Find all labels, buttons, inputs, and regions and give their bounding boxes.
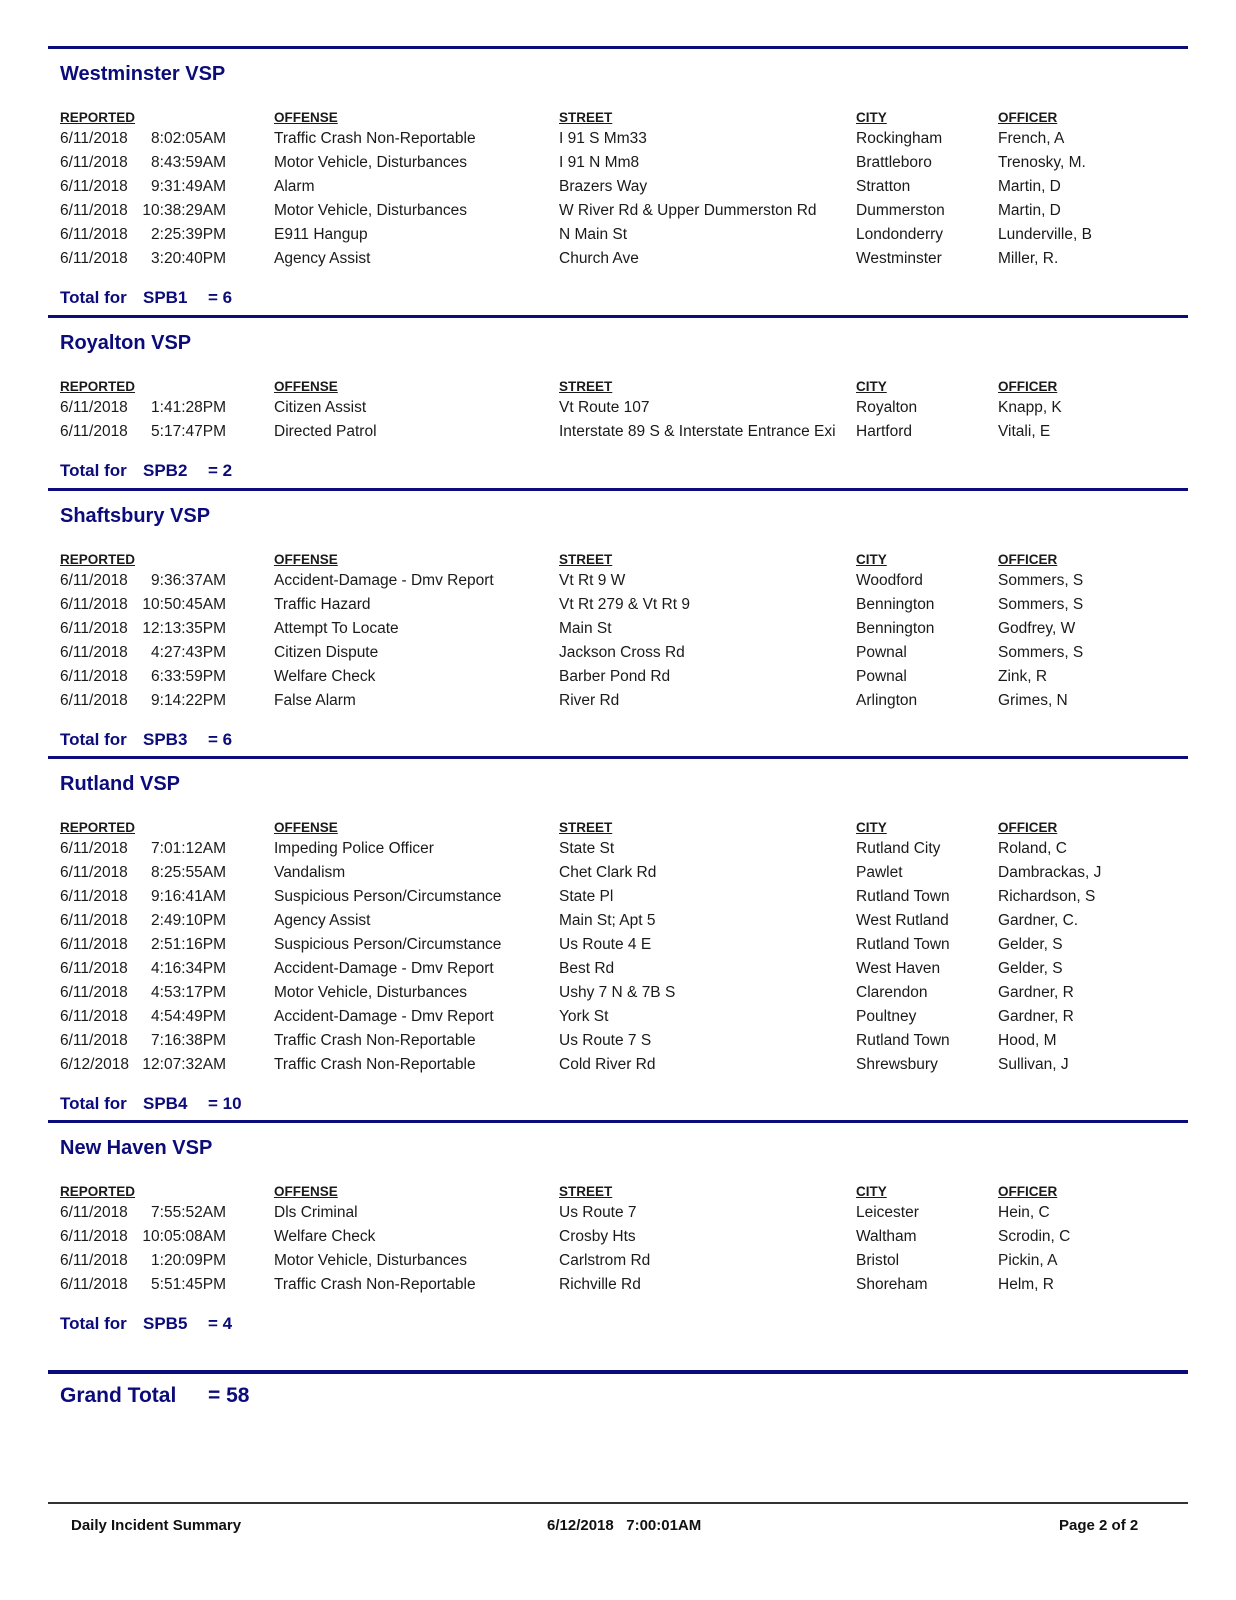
row-reported [60, 960, 226, 978]
total-count: = 4 [208, 1314, 233, 1333]
total-group-code: SPB3 [143, 730, 188, 749]
row-officer: Gardner, R [998, 984, 1074, 1001]
reported-date: 6/11/2018 [60, 960, 128, 977]
row-reported [60, 1008, 226, 1026]
footer-timestamp: 6/12/2018 7:00:01AM [547, 1517, 702, 1534]
row-street: N Main St [559, 226, 628, 243]
reported-time: 8:43:59AM [151, 154, 226, 171]
reported-time: 10:38:29AM [142, 202, 226, 219]
row-officer: Vitali, E [998, 423, 1051, 440]
reported-time: 7:01:12AM [151, 840, 226, 857]
row-city: Stratton [856, 178, 911, 195]
reported-time: 5:17:47PM [151, 423, 226, 440]
section-title: New Haven VSP [60, 1137, 213, 1159]
total-label: Total for [60, 1314, 127, 1333]
row-city: Arlington [856, 692, 918, 709]
reported-time: 4:16:34PM [151, 960, 226, 977]
column-header-street: STREET [559, 110, 613, 125]
total-group-code: SPB2 [143, 461, 188, 480]
column-header-city: CITY [856, 110, 887, 125]
reported-date: 6/11/2018 [60, 596, 128, 613]
column-header-officer: OFFICER [998, 110, 1058, 125]
row-reported [60, 596, 226, 614]
row-reported [60, 1056, 226, 1074]
column-header-city: CITY [856, 1184, 887, 1199]
reported-date: 6/11/2018 [60, 572, 128, 589]
reported-time: 12:07:32AM [142, 1056, 226, 1073]
reported-date: 6/11/2018 [60, 130, 128, 147]
reported-time: 9:31:49AM [151, 178, 226, 195]
section-title: Westminster VSP [60, 63, 226, 85]
row-offense: Impeding Police Officer [274, 840, 434, 857]
reported-date: 6/11/2018 [60, 1228, 128, 1245]
row-city: Bennington [856, 596, 935, 613]
row-offense: Attempt To Locate [274, 620, 399, 637]
row-street: Church Ave [559, 250, 639, 267]
total-count: = 6 [208, 288, 233, 307]
row-reported [60, 840, 226, 858]
row-reported [60, 936, 226, 954]
row-officer: French, A [998, 130, 1065, 147]
row-city: Rutland Town [856, 888, 950, 905]
row-street: Barber Pond Rd [559, 668, 671, 685]
section-rule [48, 315, 1188, 318]
reported-date: 6/11/2018 [60, 154, 128, 171]
reported-time: 12:13:35PM [142, 620, 226, 637]
row-reported [60, 1252, 226, 1270]
section-rule [48, 756, 1188, 759]
row-city: Dummerston [856, 202, 945, 219]
column-header-reported: REPORTED [60, 552, 136, 567]
section-total [60, 730, 233, 750]
column-header-offense: OFFENSE [274, 110, 338, 125]
reported-date: 6/11/2018 [60, 888, 128, 905]
reported-time: 4:27:43PM [151, 644, 226, 661]
row-street: Jackson Cross Rd [559, 644, 685, 661]
row-offense: Suspicious Person/Circumstance [274, 936, 502, 953]
row-offense: Suspicious Person/Circumstance [274, 888, 502, 905]
column-header-street: STREET [559, 552, 613, 567]
row-street: Main St; Apt 5 [559, 912, 656, 929]
row-officer: Dambrackas, J [998, 864, 1102, 881]
reported-time: 3:20:40PM [151, 250, 226, 267]
row-city: Shrewsbury [856, 1056, 938, 1073]
row-reported [60, 178, 226, 196]
row-offense: Motor Vehicle, Disturbances [274, 202, 467, 219]
reported-date: 6/11/2018 [60, 668, 128, 685]
row-street: Crosby Hts [559, 1228, 636, 1245]
total-count: = 2 [208, 461, 233, 480]
row-city: Rutland Town [856, 936, 950, 953]
reported-time: 2:51:16PM [151, 936, 226, 953]
row-officer: Pickin, A [998, 1252, 1058, 1269]
row-offense: Alarm [274, 178, 315, 195]
row-offense: Motor Vehicle, Disturbances [274, 154, 467, 171]
row-city: Brattleboro [856, 154, 932, 171]
reported-date: 6/11/2018 [60, 840, 128, 857]
row-city: Royalton [856, 399, 918, 416]
row-officer: Martin, D [998, 202, 1061, 219]
row-reported [60, 912, 226, 930]
section-title: Royalton VSP [60, 332, 192, 354]
reported-date: 6/11/2018 [60, 620, 128, 637]
reported-time: 8:25:55AM [151, 864, 226, 881]
footer-page-number: Page 2 of 2 [1059, 1517, 1139, 1534]
row-offense: Accident-Damage - Dmv Report [274, 1008, 494, 1025]
column-header-street: STREET [559, 1184, 613, 1199]
row-street: Vt Route 107 [559, 399, 650, 416]
row-offense: Traffic Crash Non-Reportable [274, 130, 476, 147]
row-officer: Scrodin, C [998, 1228, 1071, 1245]
row-reported [60, 423, 226, 441]
reported-date: 6/11/2018 [60, 644, 128, 661]
reported-time: 9:14:22PM [151, 692, 226, 709]
section-title: Rutland VSP [60, 773, 181, 795]
row-city: Rockingham [856, 130, 943, 147]
grand-total [60, 1384, 250, 1408]
row-reported [60, 668, 226, 686]
row-offense: Traffic Hazard [274, 596, 371, 613]
row-city: Poultney [856, 1008, 917, 1025]
row-reported [60, 1032, 226, 1050]
row-offense: Traffic Crash Non-Reportable [274, 1276, 476, 1293]
column-header-street: STREET [559, 379, 613, 394]
reported-date: 6/11/2018 [60, 1032, 128, 1049]
row-city: Londonderry [856, 226, 944, 243]
row-street: Vt Rt 9 W [559, 572, 626, 589]
row-city: Waltham [856, 1228, 917, 1245]
column-header-reported: REPORTED [60, 1184, 136, 1199]
row-officer: Knapp, K [998, 399, 1062, 416]
section-total [60, 1314, 233, 1334]
total-group-code: SPB1 [143, 288, 188, 307]
row-city: West Haven [856, 960, 941, 977]
row-city: Woodford [856, 572, 923, 589]
row-city: Shoreham [856, 1276, 928, 1293]
row-city: Rutland City [856, 840, 941, 857]
row-officer: Helm, R [998, 1276, 1054, 1293]
row-street: Cold River Rd [559, 1056, 656, 1073]
section-total [60, 288, 233, 308]
row-street: Carlstrom Rd [559, 1252, 651, 1269]
row-reported [60, 692, 226, 710]
reported-date: 6/11/2018 [60, 936, 128, 953]
row-city: Pownal [856, 644, 907, 661]
row-street: W River Rd & Upper Dummerston Rd [559, 202, 817, 219]
row-reported [60, 399, 226, 417]
row-officer: Zink, R [998, 668, 1048, 685]
row-reported [60, 864, 226, 882]
column-header-city: CITY [856, 379, 887, 394]
section-rule [48, 46, 1188, 49]
row-offense: Directed Patrol [274, 423, 377, 440]
row-officer: Gelder, S [998, 960, 1063, 977]
reported-date: 6/11/2018 [60, 178, 128, 195]
reported-time: 6:33:59PM [151, 668, 226, 685]
column-header-officer: OFFICER [998, 379, 1058, 394]
row-officer: Gelder, S [998, 936, 1063, 953]
total-group-code: SPB5 [143, 1314, 188, 1333]
reported-time: 10:50:45AM [142, 596, 226, 613]
column-header-reported: REPORTED [60, 820, 136, 835]
row-city: Pawlet [856, 864, 903, 881]
row-city: Leicester [856, 1204, 919, 1221]
row-city: Hartford [856, 423, 912, 440]
row-reported [60, 572, 226, 590]
row-reported [60, 226, 226, 244]
footer-title: Daily Incident Summary [71, 1517, 242, 1534]
column-header-city: CITY [856, 820, 887, 835]
row-reported [60, 888, 226, 906]
reported-time: 7:16:38PM [151, 1032, 226, 1049]
row-street: Richville Rd [559, 1276, 641, 1293]
row-officer: Grimes, N [998, 692, 1068, 709]
total-label: Total for [60, 1094, 127, 1113]
column-header-offense: OFFENSE [274, 1184, 338, 1199]
footer-rule [48, 1502, 1188, 1504]
grand-total-value: = 58 [208, 1384, 250, 1407]
reported-date: 6/11/2018 [60, 226, 128, 243]
reported-date: 6/11/2018 [60, 912, 128, 929]
column-header-offense: OFFENSE [274, 379, 338, 394]
row-reported [60, 1228, 226, 1246]
row-officer: Sommers, S [998, 644, 1084, 661]
row-street: Us Route 7 [559, 1204, 637, 1221]
reported-time: 4:54:49PM [151, 1008, 226, 1025]
reported-time: 4:53:17PM [151, 984, 226, 1001]
total-label: Total for [60, 730, 127, 749]
row-officer: Gardner, C. [998, 912, 1079, 929]
row-city: Pownal [856, 668, 907, 685]
row-reported [60, 250, 226, 268]
row-reported [60, 620, 226, 638]
row-street: York St [559, 1008, 609, 1025]
row-city: Rutland Town [856, 1032, 950, 1049]
row-officer: Sommers, S [998, 572, 1084, 589]
row-reported [60, 644, 226, 662]
reported-time: 5:51:45PM [151, 1276, 226, 1293]
reported-date: 6/11/2018 [60, 399, 128, 416]
row-street: Main St [559, 620, 612, 637]
row-reported [60, 984, 226, 1002]
row-offense: Accident-Damage - Dmv Report [274, 572, 494, 589]
row-street: State St [559, 840, 615, 857]
column-header-reported: REPORTED [60, 110, 136, 125]
row-offense: Citizen Assist [274, 399, 367, 416]
row-offense: Vandalism [274, 864, 346, 881]
reported-date: 6/11/2018 [60, 1252, 128, 1269]
row-offense: Motor Vehicle, Disturbances [274, 1252, 467, 1269]
section-total [60, 461, 233, 481]
total-count: = 6 [208, 730, 233, 749]
row-reported [60, 1204, 226, 1222]
total-label: Total for [60, 288, 127, 307]
row-street: River Rd [559, 692, 620, 709]
row-street: Us Route 4 E [559, 936, 652, 953]
row-city: West Rutland [856, 912, 949, 929]
grand-total-label: Grand Total [60, 1384, 177, 1407]
row-city: Clarendon [856, 984, 928, 1001]
row-city: Bristol [856, 1252, 900, 1269]
column-header-officer: OFFICER [998, 552, 1058, 567]
column-header-street: STREET [559, 820, 613, 835]
row-street: Us Route 7 S [559, 1032, 652, 1049]
row-street: Chet Clark Rd [559, 864, 657, 881]
grand-total-rule [48, 1370, 1188, 1374]
row-offense: Welfare Check [274, 1228, 376, 1245]
reported-date: 6/11/2018 [60, 202, 128, 219]
row-officer: Sullivan, J [998, 1056, 1069, 1073]
row-reported [60, 202, 226, 220]
row-officer: Martin, D [998, 178, 1061, 195]
column-header-offense: OFFENSE [274, 820, 338, 835]
row-officer: Lunderville, B [998, 226, 1092, 243]
column-header-city: CITY [856, 552, 887, 567]
row-street: Brazers Way [559, 178, 648, 195]
reported-time: 2:25:39PM [151, 226, 226, 243]
row-offense: False Alarm [274, 692, 356, 709]
row-city: Bennington [856, 620, 935, 637]
row-officer: Godfrey, W [998, 620, 1076, 637]
reported-time: 9:16:41AM [151, 888, 226, 905]
reported-time: 9:36:37AM [151, 572, 226, 589]
row-officer: Hood, M [998, 1032, 1057, 1049]
total-group-code: SPB4 [143, 1094, 188, 1113]
row-street: Vt Rt 279 & Vt Rt 9 [559, 596, 690, 613]
reported-time: 8:02:05AM [151, 130, 226, 147]
row-street: I 91 N Mm8 [559, 154, 640, 171]
reported-date: 6/11/2018 [60, 423, 128, 440]
row-reported [60, 1276, 226, 1294]
row-offense: Agency Assist [274, 912, 371, 929]
row-offense: Citizen Dispute [274, 644, 379, 661]
row-offense: Motor Vehicle, Disturbances [274, 984, 467, 1001]
row-street: Ushy 7 N & 7B S [559, 984, 676, 1001]
row-offense: Traffic Crash Non-Reportable [274, 1056, 476, 1073]
row-officer: Hein, C [998, 1204, 1050, 1221]
column-header-officer: OFFICER [998, 820, 1058, 835]
row-offense: Dls Criminal [274, 1204, 358, 1221]
row-street: State Pl [559, 888, 614, 905]
reported-date: 6/11/2018 [60, 692, 128, 709]
row-street: I 91 S Mm33 [559, 130, 647, 147]
reported-date: 6/11/2018 [60, 864, 128, 881]
section-rule [48, 488, 1188, 491]
column-header-offense: OFFENSE [274, 552, 338, 567]
reported-time: 1:20:09PM [151, 1252, 226, 1269]
reported-date: 6/11/2018 [60, 1276, 128, 1293]
row-officer: Trenosky, M. [998, 154, 1086, 171]
reported-time: 7:55:52AM [151, 1204, 226, 1221]
row-offense: Welfare Check [274, 668, 376, 685]
row-offense: Traffic Crash Non-Reportable [274, 1032, 476, 1049]
row-officer: Miller, R. [998, 250, 1059, 267]
section-title: Shaftsbury VSP [60, 505, 211, 527]
reported-date: 6/12/2018 [60, 1056, 129, 1073]
reported-time: 1:41:28PM [151, 399, 226, 416]
row-offense: Agency Assist [274, 250, 371, 267]
total-label: Total for [60, 461, 127, 480]
row-city: Westminster [856, 250, 942, 267]
column-header-officer: OFFICER [998, 1184, 1058, 1199]
row-offense: Accident-Damage - Dmv Report [274, 960, 494, 977]
row-officer: Richardson, S [998, 888, 1096, 905]
reported-time: 10:05:08AM [142, 1228, 226, 1245]
reported-date: 6/11/2018 [60, 1008, 128, 1025]
section-total [60, 1094, 242, 1114]
row-offense: E911 Hangup [274, 226, 368, 243]
reported-date: 6/11/2018 [60, 1204, 128, 1221]
row-officer: Sommers, S [998, 596, 1084, 613]
row-officer: Roland, C [998, 840, 1067, 857]
reported-time: 2:49:10PM [151, 912, 226, 929]
section-rule [48, 1120, 1188, 1123]
row-street: Best Rd [559, 960, 615, 977]
row-officer: Gardner, R [998, 1008, 1074, 1025]
row-street: Interstate 89 S & Interstate Entrance Exi [559, 423, 836, 440]
row-reported [60, 130, 226, 148]
reported-date: 6/11/2018 [60, 984, 128, 1001]
row-reported [60, 154, 226, 172]
column-header-reported: REPORTED [60, 379, 136, 394]
reported-date: 6/11/2018 [60, 250, 128, 267]
total-count: = 10 [208, 1094, 242, 1113]
